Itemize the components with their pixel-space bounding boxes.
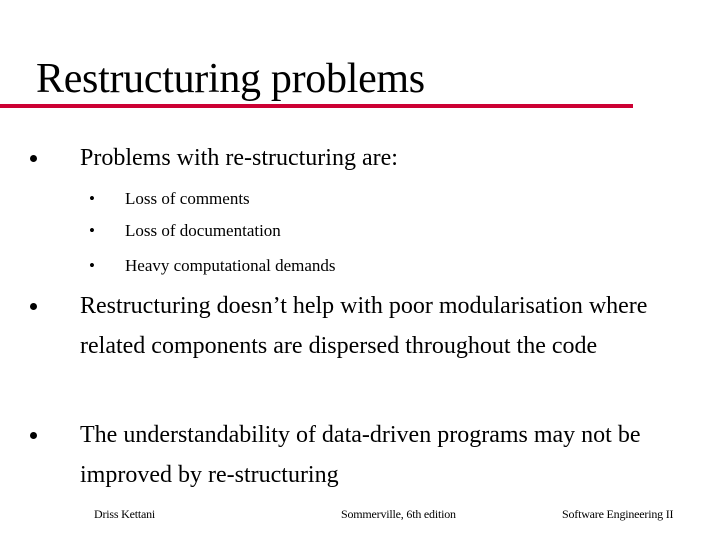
sub-bullet-item xyxy=(89,221,281,241)
sub-bullet-item xyxy=(89,256,336,276)
bullet-text: Restructuring doesn’t help with poor modularisation where related components are dispersed throughout the code xyxy=(80,293,648,359)
sub-bullet-item xyxy=(89,189,250,209)
sub-bullet-text: Heavy computational demands xyxy=(125,256,336,275)
sub-bullet-dot-icon: • xyxy=(89,189,95,208)
title-underline xyxy=(0,104,633,108)
sub-bullet-dot-icon: • xyxy=(89,221,95,240)
bullet-text: The understandability of data-driven programs may not be improved by re-structuring xyxy=(80,422,641,488)
bullet-text: Problems with re-structuring are: xyxy=(80,145,398,171)
bullet-item xyxy=(80,415,680,495)
bullet-dot-icon xyxy=(30,303,37,310)
slide-title: Restructuring problems xyxy=(36,56,425,102)
bullet-item xyxy=(80,138,680,178)
sub-bullet-text: Loss of documentation xyxy=(125,221,281,240)
sub-bullet-text: Loss of comments xyxy=(125,189,250,208)
bullet-item xyxy=(80,286,680,366)
footer-author: Driss Kettani xyxy=(94,507,156,521)
bullet-dot-icon xyxy=(30,155,37,162)
bullet-dot-icon xyxy=(30,432,37,439)
footer-course: Software Engineering II xyxy=(562,507,674,521)
sub-bullet-dot-icon: • xyxy=(89,256,95,275)
footer-source: Sommerville, 6th edition xyxy=(341,507,456,521)
